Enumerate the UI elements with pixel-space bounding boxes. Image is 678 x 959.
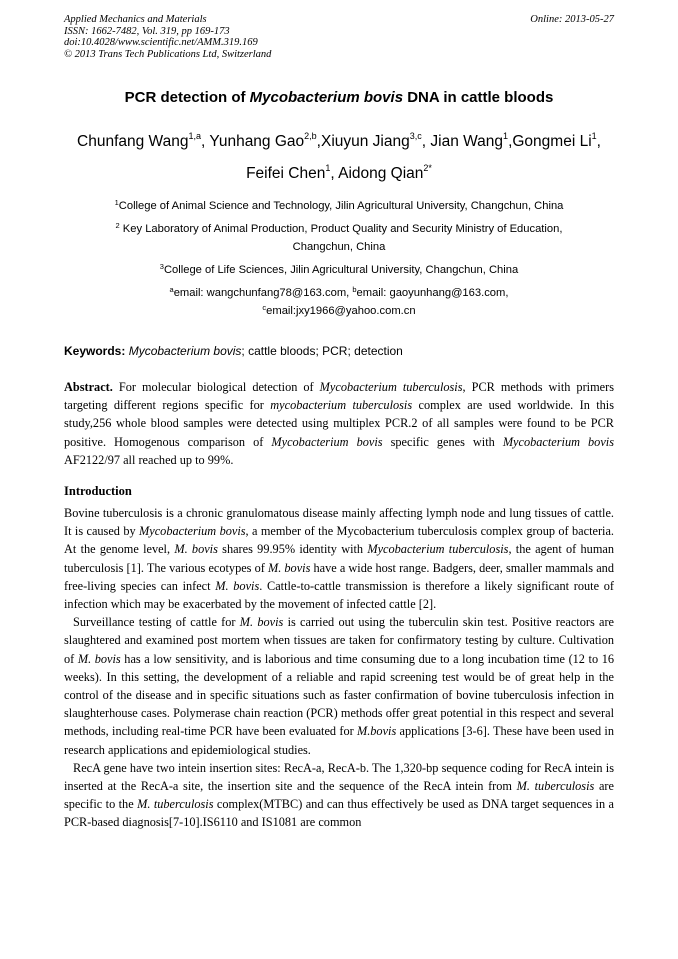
- author-sup: 3,c: [409, 131, 422, 141]
- email-text: email: gaoyunhang@163.com,: [356, 287, 509, 299]
- issn-line: ISSN: 1662-7482, Vol. 319, pp 169-173: [64, 25, 230, 37]
- title-text-end: DNA in cattle bloods: [403, 89, 554, 106]
- paragraph-1: [64, 504, 614, 613]
- abstract-italic: Mycobacterium bovis: [502, 434, 614, 449]
- abstract-italic: Mycobacterium bovis: [271, 434, 383, 449]
- affiliation-sup: 1: [114, 198, 119, 207]
- paragraph-italic: M. bovis: [174, 542, 218, 557]
- email-text: email:jxy1966@yahoo.com.cn: [266, 305, 416, 317]
- abstract-text: , PCR methods with primers targeting different regions specific for: [64, 380, 614, 413]
- email-text: email: wangchunfang78@163.com,: [173, 287, 353, 299]
- title-species: Mycobacterium bovis: [249, 89, 404, 106]
- abstract-text: complex are used worldwide. In this study,256 whole blood samples were detected using multiplex PCR.2 of all samples were found to be PCR positive. Homogenous comparison of: [64, 398, 614, 449]
- abstract-italic: Mycobacterium tuberculosis: [319, 380, 463, 394]
- author-name: Gongmei Li: [512, 133, 592, 150]
- affiliation-text: College of Life Sciences, Jilin Agricultural University, Changchun, China: [163, 264, 519, 276]
- paragraph-3: [64, 759, 614, 832]
- author-sup: 1: [591, 131, 597, 141]
- email-sup: b: [352, 285, 357, 294]
- paragraph-text: , a member of the Mycobacterium tuberculosis complex group of bacteria. At the genome level,: [64, 524, 614, 557]
- paper-title: [64, 89, 614, 106]
- paragraph-text: , the agent of human tuberculosis [1]. The various ecotypes of: [64, 542, 614, 575]
- keywords-label: Keywords:: [64, 344, 126, 358]
- section-heading-introduction: Introduction: [64, 484, 132, 499]
- introduction-body: [64, 504, 614, 832]
- paragraph-2: [64, 613, 614, 759]
- author-line-1: [64, 126, 614, 158]
- affiliations: [64, 197, 614, 320]
- author-sup: 1: [503, 131, 509, 141]
- title-text: PCR detection of: [124, 89, 250, 106]
- author-name: Xiuyun Jiang: [320, 133, 410, 150]
- author-name: Jian Wang: [430, 133, 504, 150]
- abstract-text: AF2122/97 all reached up to 99%.: [64, 452, 234, 467]
- paragraph-italic: M. bovis: [77, 651, 121, 666]
- paragraph-text: have a wide host range. Badgers, deer, smaller mammals and free-living species can infect: [64, 560, 614, 593]
- keywords-rest: ; cattle bloods; PCR; detection: [241, 344, 403, 358]
- doi-line: doi:10.4028/www.scientific.net/AMM.319.169: [64, 37, 258, 48]
- paragraph-text: RecA gene have two intein insertion sites: RecA-a, RecA-b. The 1,320-bp sequence coding for RecA intein is inserted at the RecA-a site, the insertion site and the sequence of the RecA intein from: [64, 760, 614, 794]
- paper-page: [64, 14, 614, 832]
- email-line-2: [64, 302, 614, 320]
- affiliation-1: [64, 197, 614, 215]
- affiliation-sup: 2: [115, 221, 120, 230]
- paragraph-italic: M. tuberculosis: [516, 779, 595, 794]
- author-name: Feifei Chen: [246, 165, 326, 182]
- keyword-species: Mycobacterium bovis: [128, 344, 242, 358]
- abstract-label: Abstract.: [64, 380, 113, 394]
- author-sep: ,: [421, 133, 431, 150]
- paragraph-text: is carried out using the tuberculin skin test. Positive reactors are slaughtered and examined post mortem when tissues are taken for confirmatory testing by culture. Cultivation of: [64, 615, 614, 666]
- paragraph-text: are specific to the: [64, 779, 614, 812]
- paragraph-text: applications [3-6]. These have been used in research applications and epidemiological studies.: [64, 724, 614, 757]
- paragraph-italic: M. bovis: [215, 578, 260, 593]
- journal-header: [64, 14, 614, 60]
- author-sep: ,: [508, 133, 513, 150]
- affiliation-sup: 3: [159, 262, 164, 271]
- affiliation-text: Key Laboratory of Animal Production, Product Quality and Security Ministry of Education,: [119, 223, 563, 235]
- affiliation-text: College of Animal Science and Technology, Jilin Agricultural University, Changchun, China: [118, 200, 564, 212]
- online-date: Online: 2013-05-27: [530, 14, 614, 25]
- paragraph-italic: M. bovis: [267, 560, 311, 575]
- email-line-1: [64, 284, 614, 302]
- author-sup: 2,b: [304, 131, 317, 141]
- paragraph-text: complex(MTBC) and can thus effectively be used as DNA target sequences in a PCR-based diagnosis[7-10].IS6110 and IS1081 are common: [64, 797, 614, 830]
- author-sep: ,: [596, 133, 601, 150]
- affiliation-3: [64, 261, 614, 279]
- abstract-italic: mycobacterium tuberculosis: [270, 398, 413, 413]
- author-name: Aidong Qian: [338, 165, 424, 182]
- paragraph-italic: Mycobacterium bovis: [139, 524, 246, 539]
- author-sep: ,: [316, 133, 321, 150]
- paragraph-italic: Mycobacterium tuberculosis: [367, 542, 509, 557]
- keywords: [64, 344, 614, 358]
- email-sup: c: [262, 303, 267, 312]
- copyright-line: © 2013 Trans Tech Publications Ltd, Switzerland: [64, 48, 272, 60]
- author-name: Yunhang Gao: [209, 133, 305, 150]
- author-line-2: [64, 158, 614, 190]
- affiliation-2: [64, 220, 614, 238]
- paragraph-text: shares 99.95% identity with: [217, 542, 368, 557]
- author-name: Chunfang Wang: [77, 133, 189, 150]
- paragraph-italic: M. tuberculosis: [137, 797, 214, 812]
- author-sep: ,: [201, 133, 210, 150]
- paragraph-italic: M. bovis: [239, 615, 284, 630]
- paragraph-text: . Cattle-to-cattle transmission is therefore a likely significant route of infection which may be exacerbated by the movement of infected cattle [2].: [64, 578, 614, 612]
- paragraph-text: has a low sensitivity, and is laborious and time consuming due to a long incubation time (12 to 16 weeks). In this setting, the development of a reliable and rapid screening test would be of great help in the control of the disease and in specific situations such as faster confirmation of bovine tuberculosis infection in slaughterhouse cases. Polymerase chain reaction (PCR) methods offer great potential in this respect and several methods, including real-time PCR have been evaluated for: [64, 651, 614, 739]
- author-sep: ,: [330, 165, 339, 182]
- author-sup: 1: [325, 163, 331, 173]
- paragraph-text: Bovine tuberculosis is a chronic granulomatous disease mainly affecting lymph node and lung tissues of cattle. It is caused by: [64, 506, 614, 539]
- paragraph-text: Surveillance testing of cattle for: [73, 615, 240, 630]
- abstract-text: specific genes with: [382, 434, 503, 449]
- abstract-text: For molecular biological detection of: [112, 380, 320, 394]
- author-list: [64, 126, 614, 190]
- paragraph-italic: M.bovis: [356, 724, 397, 739]
- author-sup: 1,a: [188, 131, 201, 141]
- journal-name: Applied Mechanics and Materials: [64, 14, 207, 25]
- abstract: [64, 378, 614, 469]
- email-sup: a: [169, 285, 174, 294]
- author-sup: 2*: [423, 163, 432, 173]
- affiliation-2-cont: Changchun, China: [292, 241, 386, 253]
